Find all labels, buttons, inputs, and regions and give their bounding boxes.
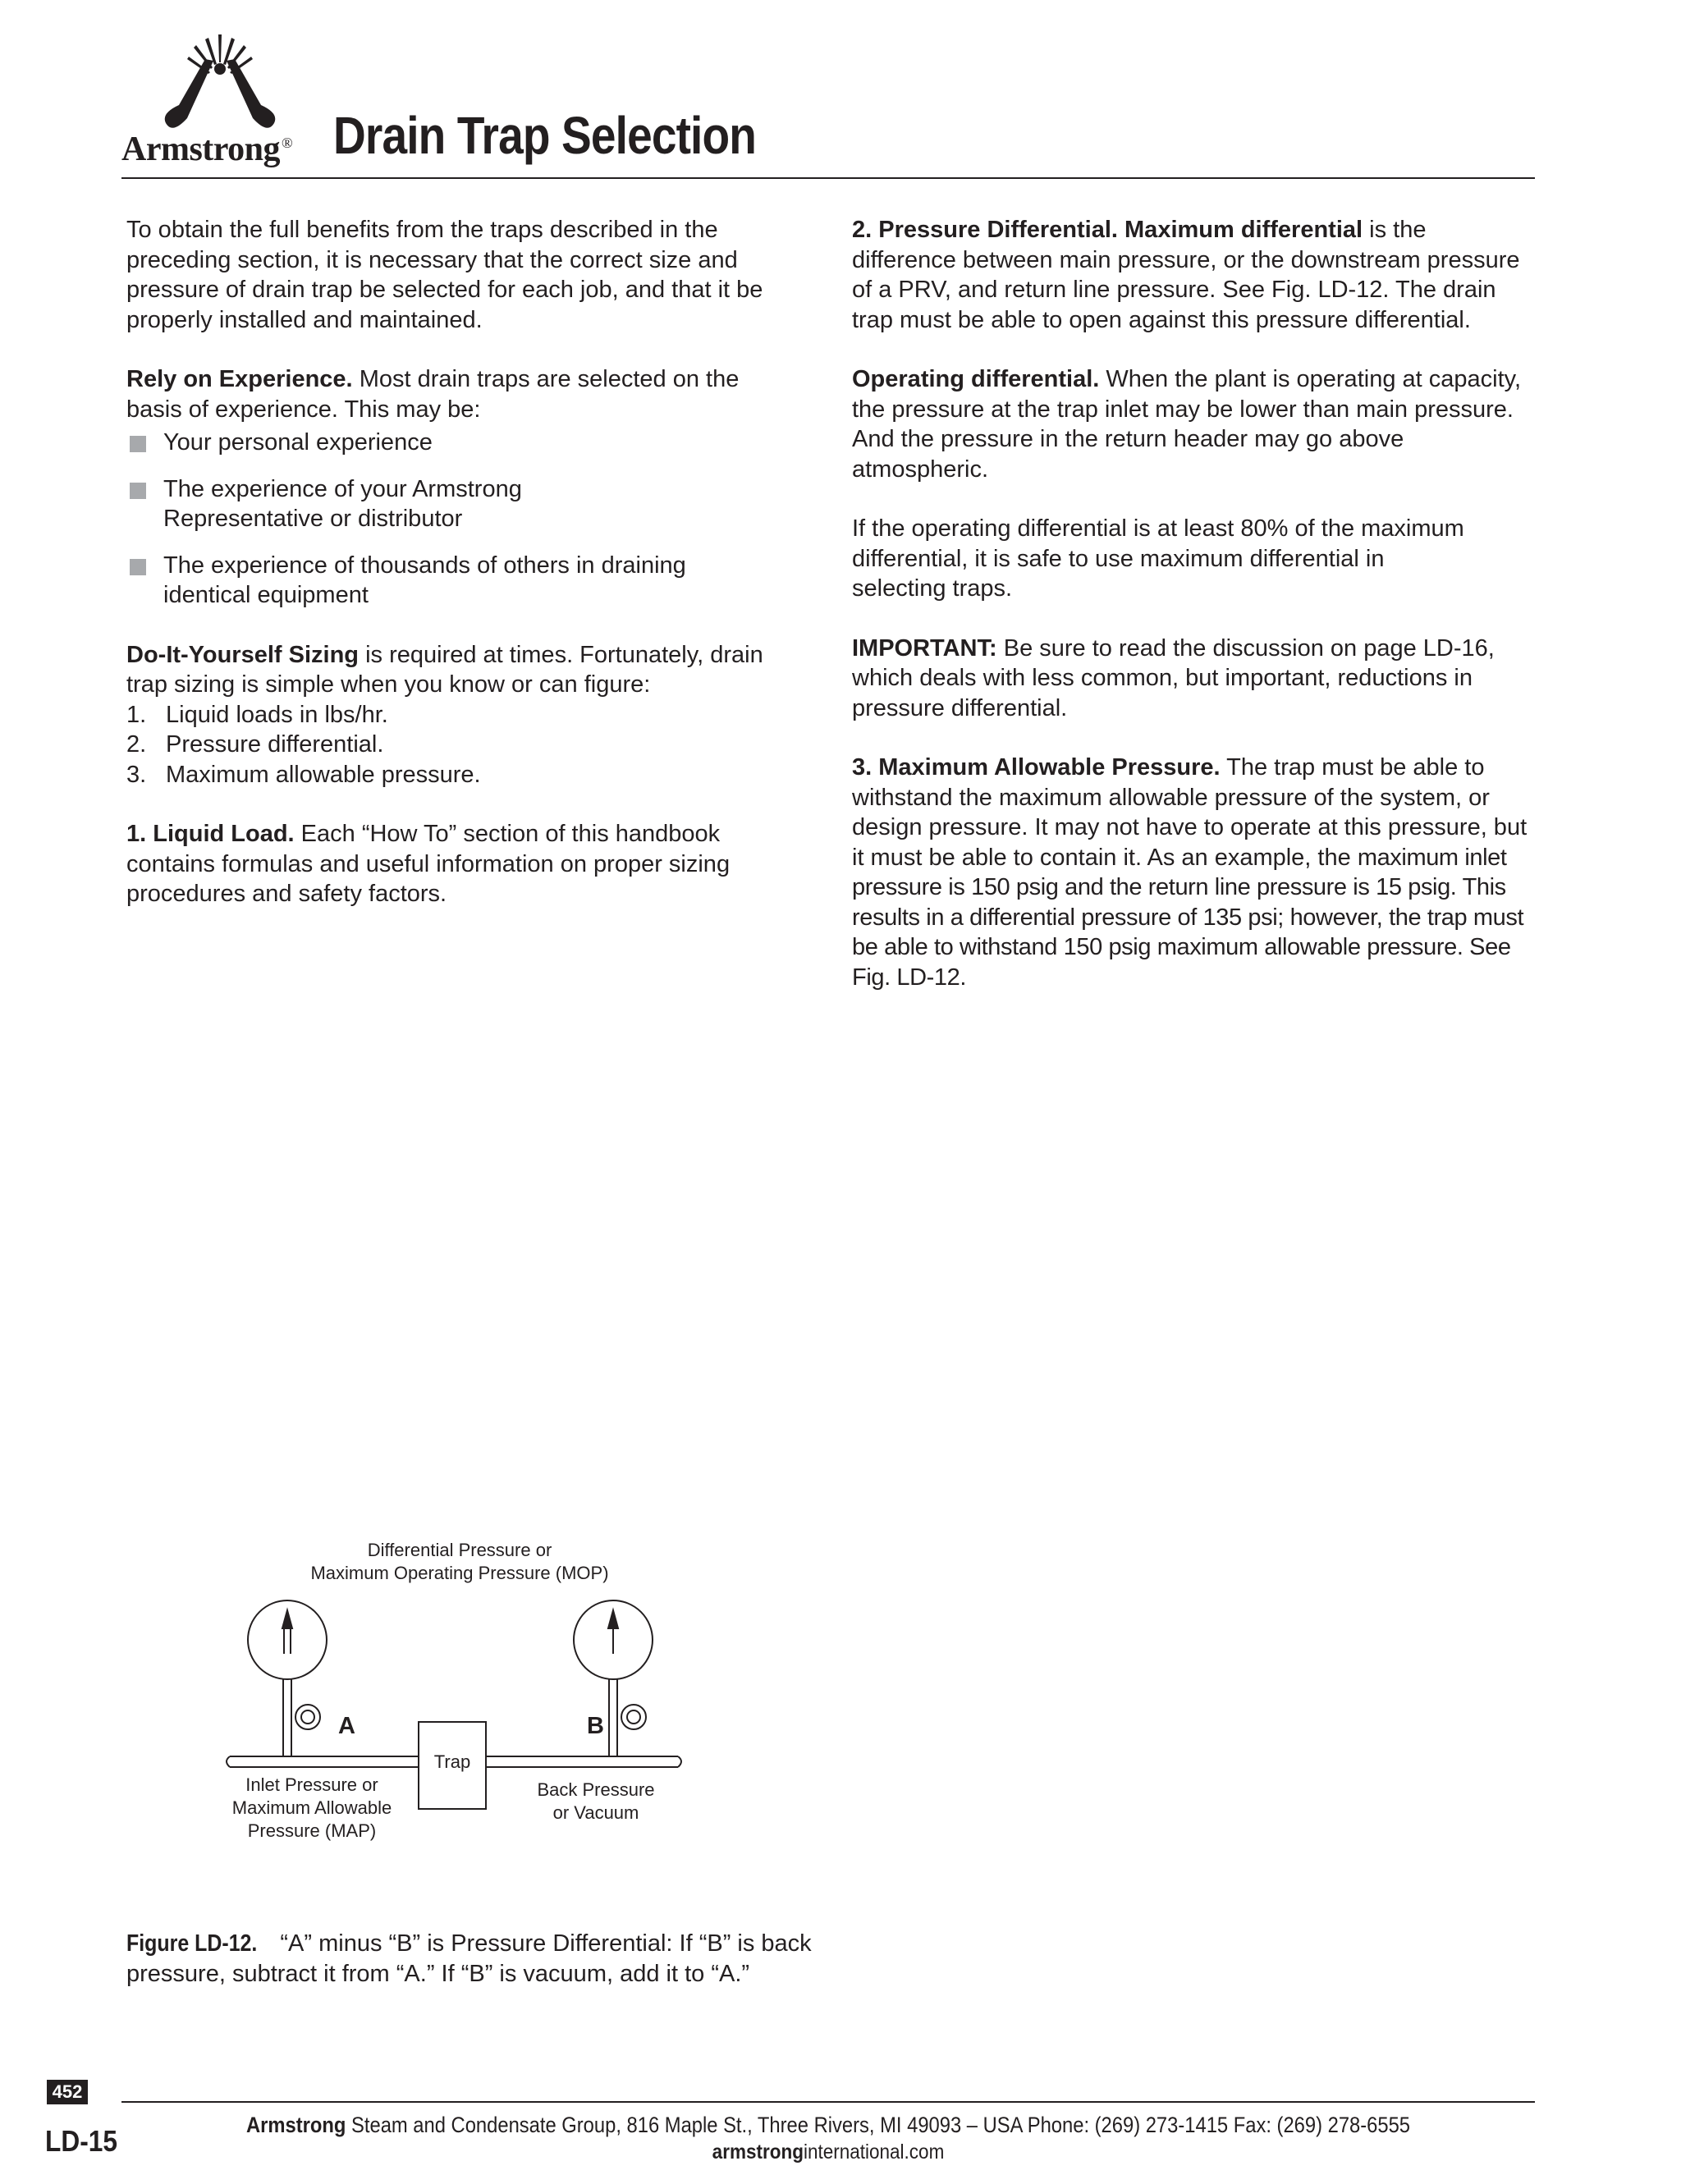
important-paragraph <box>852 634 1533 724</box>
list-item <box>126 700 783 730</box>
page-title: Drain Trap Selection <box>333 106 757 165</box>
list-item: Your personal experience <box>126 428 783 458</box>
back-pressure-label-line-1: Back Pressure <box>537 1779 655 1800</box>
registered-mark: ® <box>282 135 293 151</box>
back-pressure-label-line-2: or Vacuum <box>552 1802 639 1823</box>
gauge-b-icon <box>574 1600 653 1756</box>
figure-caption-label: Figure LD-12. <box>126 1930 258 1957</box>
max-allowable-pressure-text: The trap must be able to withstand the maximum allowable pressure of the system, or design pressure. It may not have to operate at this pressure, but it must be able to contain it. As an example, the <box>852 754 1528 871</box>
figure-caption <box>126 1929 816 1989</box>
pressure-diagram <box>213 1535 739 1880</box>
sizing-steps <box>126 700 783 790</box>
list-item: The experience of your Armstrong Representative or distributor <box>126 474 783 534</box>
figure-ld-12 <box>213 1535 739 1880</box>
top-label-line-2: Maximum Operating Pressure (MOP) <box>310 1563 609 1583</box>
step-number: 1. <box>126 701 147 728</box>
footer-company: Armstrong <box>245 2113 346 2137</box>
pressure-differential-heading: 2. Pressure Differential. Maximum differential <box>852 217 1363 243</box>
footer-web-rest: international.com <box>803 2141 945 2163</box>
figure-caption-text: “A” minus “B” is Pressure Differential: If “B” is back pressure, subtract it from “A.” If “B” is vacuum, add it to “A.” <box>126 1930 812 1987</box>
diy-text: is required at times. Fortunately, drain trap sizing is simple when you know or can figure: <box>126 641 763 698</box>
footer-web-bold: armstrong <box>712 2141 804 2163</box>
step-number: 3. <box>126 761 147 788</box>
step-text: Liquid loads in lbs/hr. <box>166 701 388 728</box>
inlet-label-line-3: Pressure (MAP) <box>247 1820 377 1841</box>
important-heading: IMPORTANT: <box>852 634 997 662</box>
operating-differential-paragraph <box>852 364 1533 484</box>
max-allowable-pressure-heading: 3. Maximum Allowable Pressure. <box>852 754 1221 781</box>
inlet-label-line-1: Inlet Pressure or <box>245 1774 378 1795</box>
step-text: Maximum allowable pressure. <box>166 761 481 788</box>
eighty-percent-paragraph: If the operating differential is at least 80% of the maximum differential, it is safe to use maximum differential in selecting traps. <box>852 515 1464 602</box>
max-allowable-pressure-example: maximum inlet pressure is 150 psig and the return line pressure is 15 psig. This results in a differential pressure of 135 psi; however, the trap must be able to withstand 150 psig maximum allowable pressure. See Fig. LD-12. <box>852 844 1524 991</box>
experience-text: Most drain traps are selected on the basis of experience. This may be: <box>126 366 740 423</box>
inlet-label-line-2: Maximum Allowable <box>231 1797 392 1818</box>
pressure-differential-text: is the difference between main pressure, or the downstream pressure of a PRV, and return line pressure. See Fig. LD-12. The drain trap must be able to open against this pressure differential. <box>852 217 1520 333</box>
experience-list <box>126 428 783 611</box>
footer-divider <box>121 2101 1535 2103</box>
list-item <box>126 730 783 760</box>
step-text: Pressure differential. <box>166 731 384 758</box>
experience-paragraph <box>126 364 783 424</box>
trap-label: Trap <box>433 1751 471 1772</box>
liquid-load-paragraph <box>126 819 783 909</box>
operating-differential-text: When the plant is operating at capacity, the pressure at the trap inlet may be lower than main pressure. And the pressure in the return header may go above atmospheric. <box>852 366 1522 483</box>
liquid-load-heading: 1. Liquid Load. <box>126 821 295 847</box>
right-column <box>852 215 1533 1022</box>
list-item <box>126 760 783 790</box>
page-code: LD-15 <box>45 2124 118 2158</box>
armstrong-logo <box>121 33 331 172</box>
brand-name: Armstrong <box>121 130 281 168</box>
list-item: The experience of thousands of others in draining identical equipment <box>126 551 783 611</box>
intro-paragraph: To obtain the full benefits from the traps described in the preceding section, it is necessary that the correct size and pressure of drain trap be selected for each job, and that it be properly installed and maintained. <box>126 217 763 333</box>
max-allowable-pressure-paragraph <box>852 753 1533 992</box>
operating-differential-heading: Operating differential. <box>852 366 1100 392</box>
liquid-load-text: Each “How To” section of this handbook contains formulas and useful information on proper sizing procedures and safety factors. <box>126 821 731 907</box>
experience-heading: Rely on Experience. <box>126 366 353 392</box>
top-label-line-1: Differential Pressure or <box>367 1540 552 1560</box>
pressure-differential-paragraph <box>852 215 1533 335</box>
gauge-a-label: A <box>338 1713 355 1739</box>
page-number: 452 <box>47 2080 88 2104</box>
footer-address-text: Steam and Condensate Group, 816 Maple St., Three Rivers, MI 49093 – USA Phone: (269) 273-1415 Fax: (269) 278-6555 <box>351 2113 1411 2137</box>
footer-address <box>206 2113 1450 2137</box>
diy-paragraph <box>126 640 783 700</box>
footer-website-link[interactable] <box>192 2141 1464 2164</box>
step-number: 2. <box>126 731 147 758</box>
header-divider <box>121 177 1535 179</box>
left-column <box>126 215 783 939</box>
gauge-b-label: B <box>587 1713 604 1739</box>
starburst-logo-icon <box>154 33 286 140</box>
gauge-a-icon <box>248 1600 327 1756</box>
diy-heading: Do-It-Yourself Sizing <box>126 641 360 668</box>
important-text: Be sure to read the discussion on page LD-16, which deals with less common, but important, reductions in pressure differential. <box>852 634 1495 721</box>
